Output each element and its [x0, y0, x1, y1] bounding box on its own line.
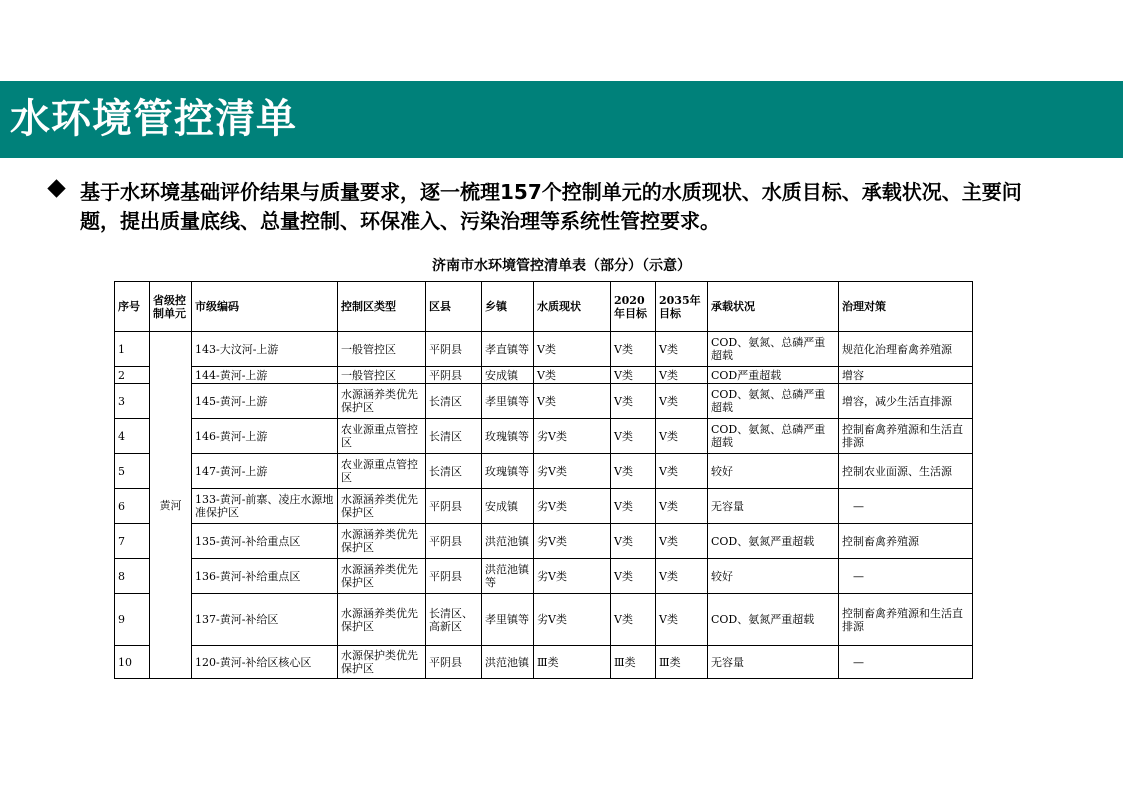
water-quality-current-cell: 劣Ⅴ类 — [534, 419, 611, 454]
target-2035-cell: Ⅴ类 — [656, 332, 708, 367]
water-quality-current-cell: Ⅴ类 — [534, 332, 611, 367]
target-2020-cell: Ⅴ类 — [611, 419, 656, 454]
township-cell: 孝里镇等 — [482, 384, 534, 419]
target-2020-cell: Ⅴ类 — [611, 594, 656, 646]
governance-measures-cell: 控制畜禽养殖源和生活直排源 — [839, 419, 973, 454]
county-cell: 长清区 — [426, 419, 482, 454]
col-header: 区县 — [426, 282, 482, 332]
col-header: 序号 — [115, 282, 150, 332]
carrying-status-cell: COD、氨氮、总磷严重超载 — [708, 332, 839, 367]
col-header: 2035年目标 — [656, 282, 708, 332]
target-2020-cell: Ⅴ类 — [611, 559, 656, 594]
carrying-status-cell: 较好 — [708, 454, 839, 489]
control-zone-type-cell: 水源涵养类优先保护区 — [338, 384, 426, 419]
county-cell: 长清区 — [426, 384, 482, 419]
water-quality-current-cell: 劣Ⅴ类 — [534, 489, 611, 524]
row-number-cell: 6 — [115, 489, 150, 524]
water-quality-current-cell: 劣Ⅴ类 — [534, 524, 611, 559]
carrying-status-cell: COD严重超载 — [708, 367, 839, 384]
water-control-table — [114, 281, 973, 679]
city-code-cell: 133-黄河-前寨、凌庄水源地准保护区 — [192, 489, 338, 524]
table-row — [115, 384, 973, 419]
water-quality-current-cell: 劣Ⅴ类 — [534, 454, 611, 489]
city-code-cell: 137-黄河-补给区 — [192, 594, 338, 646]
county-cell: 平阴县 — [426, 489, 482, 524]
title-banner — [0, 81, 1123, 158]
target-2020-cell: Ⅴ类 — [611, 489, 656, 524]
county-cell: 平阴县 — [426, 646, 482, 679]
table-row — [115, 559, 973, 594]
township-cell: 玫瑰镇等 — [482, 454, 534, 489]
target-2020-cell: Ⅴ类 — [611, 367, 656, 384]
water-quality-current-cell: 劣Ⅴ类 — [534, 594, 611, 646]
township-cell: 安成镇 — [482, 489, 534, 524]
governance-measures-cell: — — [839, 559, 973, 594]
table-row — [115, 524, 973, 559]
target-2020-cell: Ⅴ类 — [611, 454, 656, 489]
city-code-cell: 146-黄河-上游 — [192, 419, 338, 454]
county-cell: 长清区 — [426, 454, 482, 489]
table-row — [115, 594, 973, 646]
target-2035-cell: Ⅴ类 — [656, 489, 708, 524]
table-row — [115, 419, 973, 454]
row-number-cell: 1 — [115, 332, 150, 367]
table-caption: 济南市水环境管控清单表（部分）（示意） — [432, 258, 691, 274]
city-code-cell: 145-黄河-上游 — [192, 384, 338, 419]
col-header: 治理对策 — [839, 282, 973, 332]
target-2020-cell: Ⅴ类 — [611, 524, 656, 559]
water-quality-current-cell: 劣Ⅴ类 — [534, 559, 611, 594]
control-zone-type-cell: 农业源重点管控区 — [338, 419, 426, 454]
target-2035-cell: Ⅴ类 — [656, 559, 708, 594]
county-cell: 长清区、高新区 — [426, 594, 482, 646]
col-header: 水质现状 — [534, 282, 611, 332]
row-number-cell: 10 — [115, 646, 150, 679]
carrying-status-cell: COD、氨氮、总磷严重超载 — [708, 384, 839, 419]
row-number-cell: 7 — [115, 524, 150, 559]
row-number-cell: 3 — [115, 384, 150, 419]
township-cell: 安成镇 — [482, 367, 534, 384]
city-code-cell: 120-黄河-补给区核心区 — [192, 646, 338, 679]
target-2035-cell: Ⅴ类 — [656, 384, 708, 419]
row-number-cell: 8 — [115, 559, 150, 594]
target-2035-cell: Ⅴ类 — [656, 367, 708, 384]
carrying-status-cell: 较好 — [708, 559, 839, 594]
row-number-cell: 2 — [115, 367, 150, 384]
county-cell: 平阴县 — [426, 367, 482, 384]
col-header: 省级控制单元 — [150, 282, 192, 332]
county-cell: 平阴县 — [426, 559, 482, 594]
governance-measures-cell: 增容，减少生活直排源 — [839, 384, 973, 419]
table-row — [115, 332, 973, 367]
carrying-status-cell: COD、氨氮、总磷严重超载 — [708, 419, 839, 454]
township-cell: 洪范池镇 — [482, 524, 534, 559]
control-zone-type-cell: 水源保护类优先保护区 — [338, 646, 426, 679]
bullet-text: 基于水环境基础评价结果与质量要求，逐一梳理157个控制单元的水质现状、水质目标、承载状况、主要问题，提出质量底线、总量控制、环保准入、污染治理等系统性管控要求。 — [80, 180, 1022, 233]
col-header: 控制区类型 — [338, 282, 426, 332]
city-code-cell: 144-黄河-上游 — [192, 367, 338, 384]
city-code-cell: 135-黄河-补给重点区 — [192, 524, 338, 559]
col-header: 承载状况 — [708, 282, 839, 332]
governance-measures-cell: 控制畜禽养殖源和生活直排源 — [839, 594, 973, 646]
row-number-cell: 5 — [115, 454, 150, 489]
table-header-row — [115, 282, 973, 332]
governance-measures-cell: — — [839, 489, 973, 524]
target-2035-cell: Ⅴ类 — [656, 524, 708, 559]
control-zone-type-cell: 水源涵养类优先保护区 — [338, 489, 426, 524]
control-zone-type-cell: 水源涵养类优先保护区 — [338, 594, 426, 646]
target-2020-cell: Ⅲ类 — [611, 646, 656, 679]
city-code-cell: 136-黄河-补给重点区 — [192, 559, 338, 594]
table-row — [115, 489, 973, 524]
control-zone-type-cell: 一般管控区 — [338, 332, 426, 367]
water-quality-current-cell: Ⅲ类 — [534, 646, 611, 679]
target-2035-cell: Ⅴ类 — [656, 454, 708, 489]
control-zone-type-cell: 水源涵养类优先保护区 — [338, 559, 426, 594]
township-cell: 孝直镇等 — [482, 332, 534, 367]
col-header: 2020年目标 — [611, 282, 656, 332]
col-header: 乡镇 — [482, 282, 534, 332]
control-zone-type-cell: 农业源重点管控区 — [338, 454, 426, 489]
governance-measures-cell: — — [839, 646, 973, 679]
governance-measures-cell: 增容 — [839, 367, 973, 384]
col-header: 市级编码 — [192, 282, 338, 332]
carrying-status-cell: 无容量 — [708, 489, 839, 524]
water-quality-current-cell: Ⅴ类 — [534, 384, 611, 419]
water-quality-current-cell: Ⅴ类 — [534, 367, 611, 384]
province-unit-cell: 黄河 — [150, 332, 192, 679]
governance-measures-cell: 控制农业面源、生活源 — [839, 454, 973, 489]
page-title: 水环境管控清单 — [10, 96, 297, 142]
target-2035-cell: Ⅴ类 — [656, 594, 708, 646]
control-zone-type-cell: 水源涵养类优先保护区 — [338, 524, 426, 559]
row-number-cell: 4 — [115, 419, 150, 454]
table-row — [115, 646, 973, 679]
governance-measures-cell: 控制畜禽养殖源 — [839, 524, 973, 559]
governance-measures-cell: 规范化治理畜禽养殖源 — [839, 332, 973, 367]
target-2020-cell: Ⅴ类 — [611, 384, 656, 419]
carrying-status-cell: COD、氨氮严重超载 — [708, 524, 839, 559]
row-number-cell: 9 — [115, 594, 150, 646]
target-2020-cell: Ⅴ类 — [611, 332, 656, 367]
township-cell: 洪范池镇等 — [482, 559, 534, 594]
township-cell: 洪范池镇 — [482, 646, 534, 679]
carrying-status-cell: COD、氨氮严重超载 — [708, 594, 839, 646]
control-zone-type-cell: 一般管控区 — [338, 367, 426, 384]
township-cell: 玫瑰镇等 — [482, 419, 534, 454]
carrying-status-cell: 无容量 — [708, 646, 839, 679]
city-code-cell: 147-黄河-上游 — [192, 454, 338, 489]
table-row — [115, 367, 973, 384]
diamond-bullet-icon — [47, 179, 65, 197]
city-code-cell: 143-大汶河-上游 — [192, 332, 338, 367]
table-row — [115, 454, 973, 489]
township-cell: 孝里镇等 — [482, 594, 534, 646]
county-cell: 平阴县 — [426, 524, 482, 559]
target-2035-cell: Ⅲ类 — [656, 646, 708, 679]
target-2035-cell: Ⅴ类 — [656, 419, 708, 454]
county-cell: 平阴县 — [426, 332, 482, 367]
